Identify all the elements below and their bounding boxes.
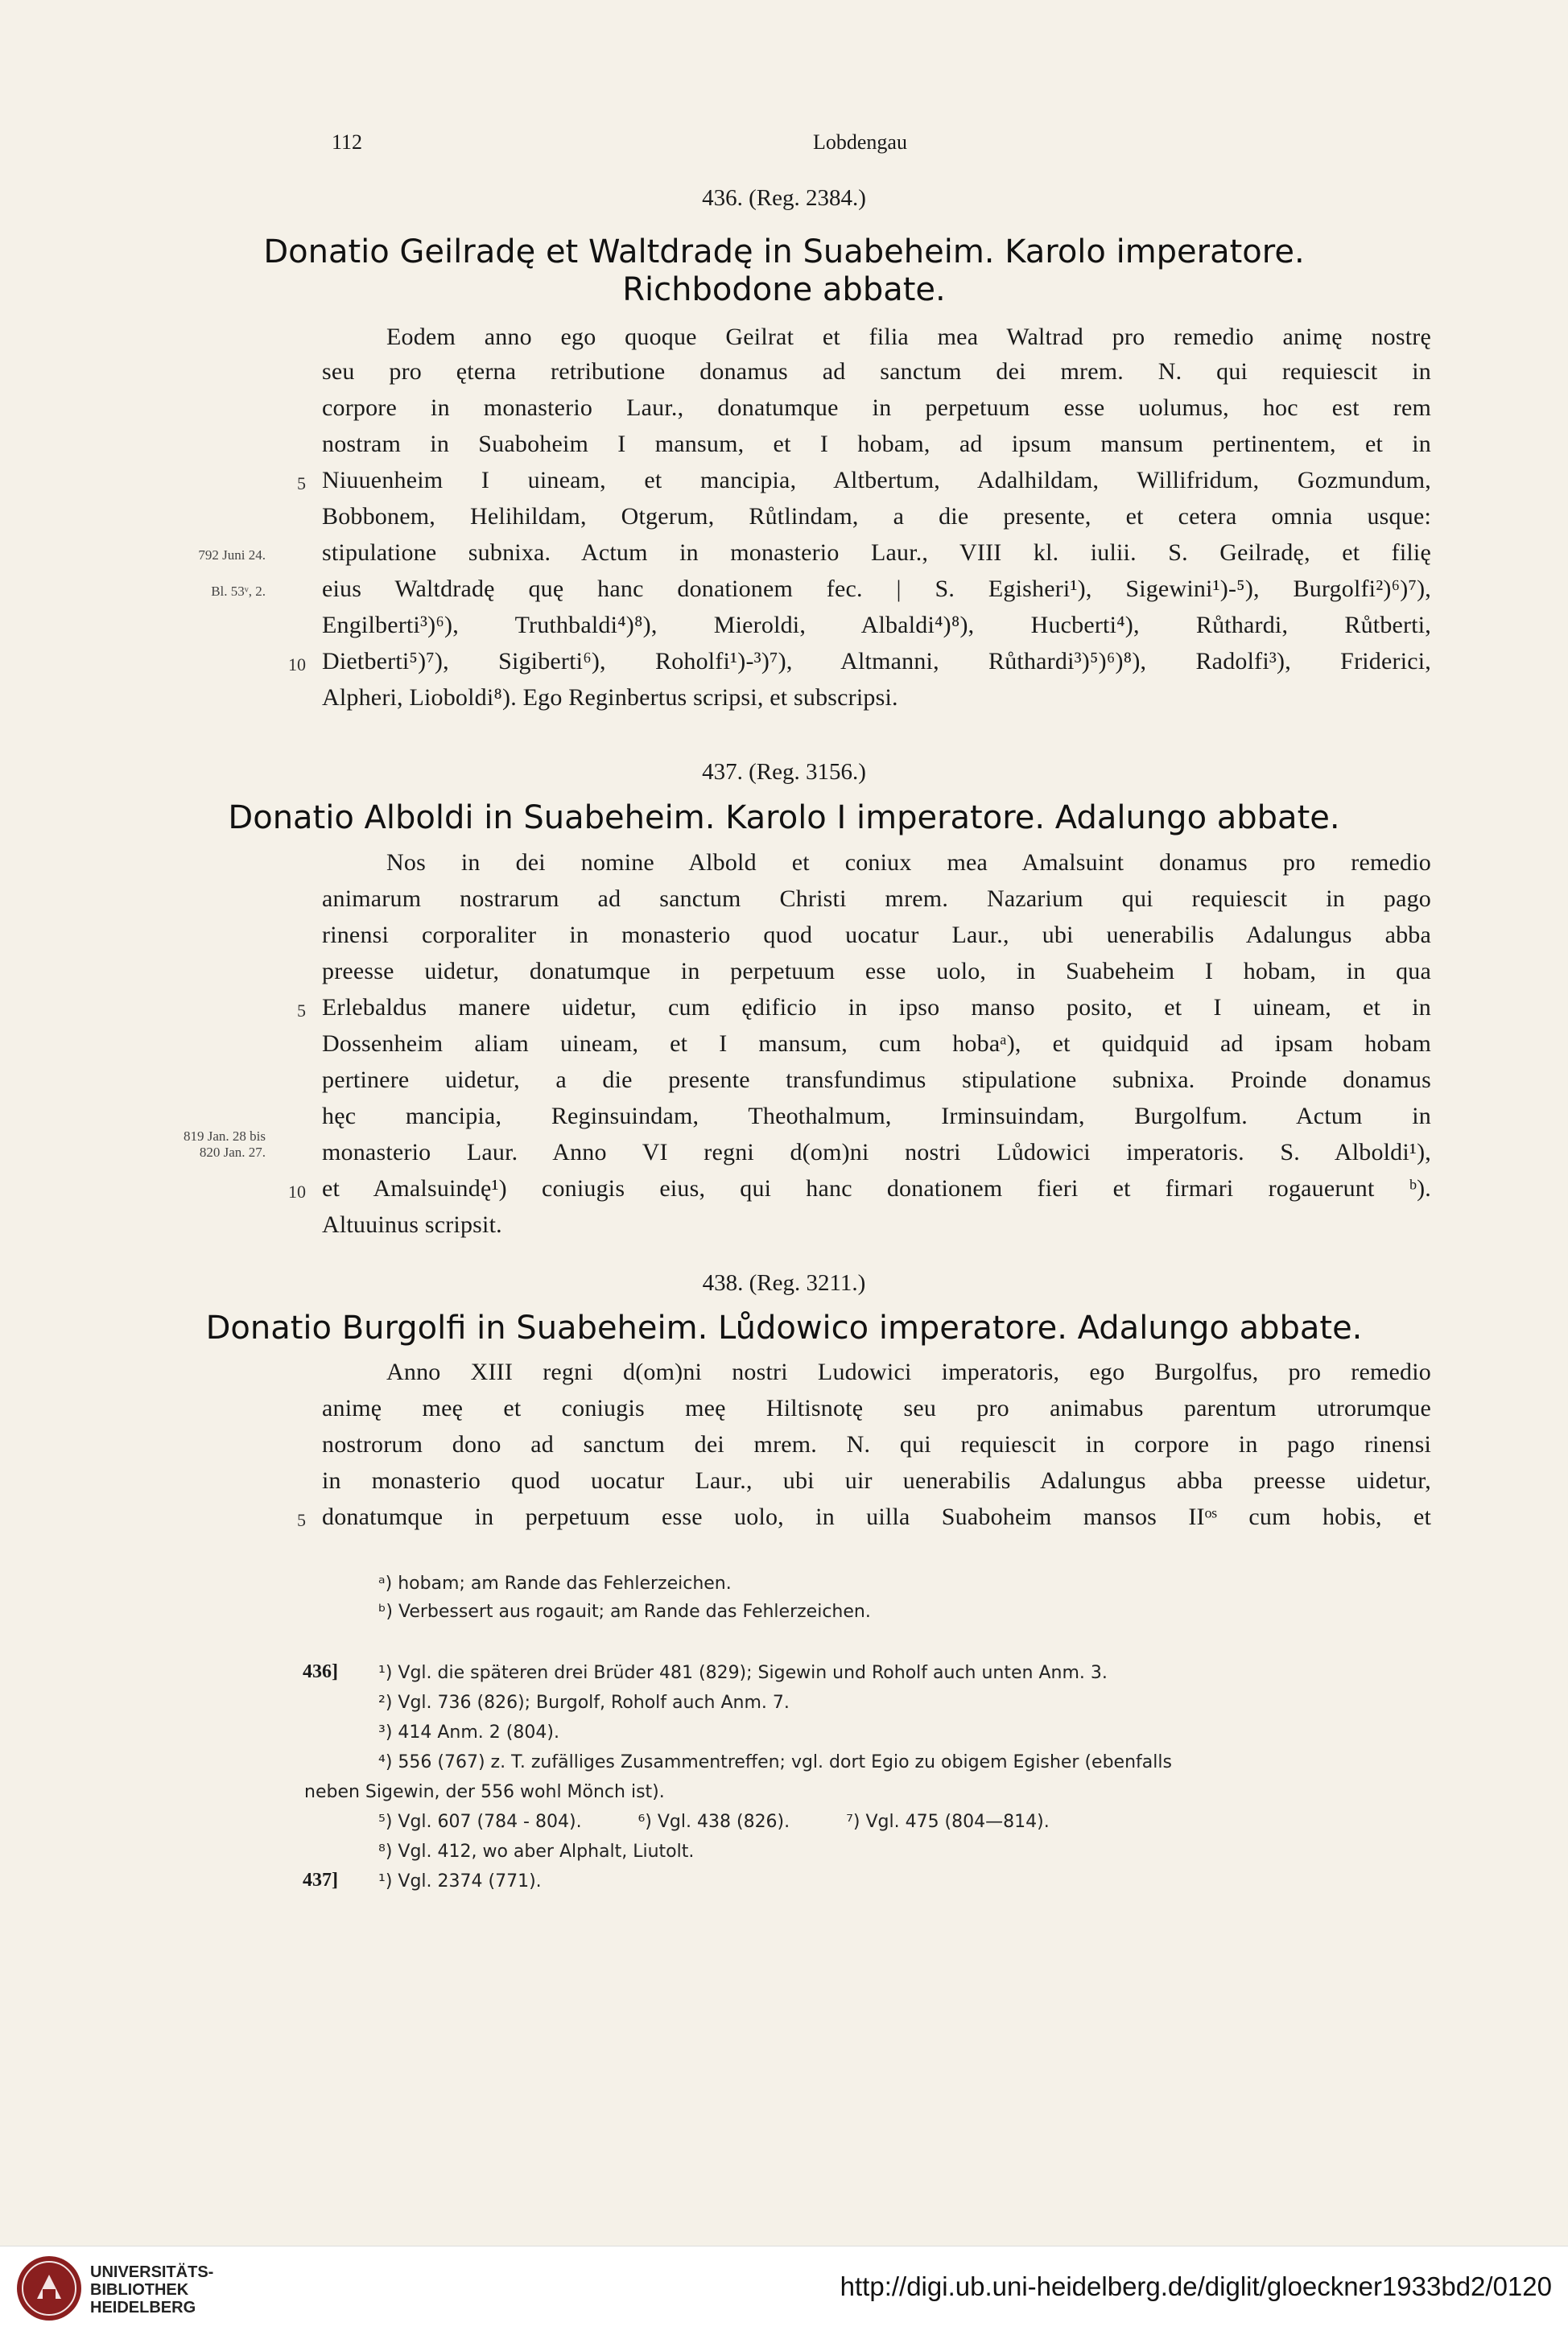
doc-436-line-5: Niuuenheim I uineam, et mancipia, Altbertum, Adalhildam, Willifridum, Gozmundum, [322,467,1431,493]
doc-436-line-1: Eodem anno ego quoque Geilrat et filia mea Waltrad pro remedio animę nostrę [386,324,1431,350]
footnote-label-437: 437] [303,1870,338,1891]
footnote-436-8: ⁸) Vgl. 412, wo aber Alphalt, Liutolt. [378,1842,695,1862]
margin-date: 819 Jan. 28 bis [184,1128,266,1144]
doc-436-line-9: Engilberti³)⁶), Truthbaldi⁴)⁸), Mieroldi, Albaldi⁴)⁸), Hucberti⁴), Růthardi, Růtberti, [322,612,1431,638]
doc-436-line-6: Bobbonem, Helihildam, Otgerum, Růtlindam, a die presente, et cetera omnia usque: [322,503,1431,530]
footnote-436-5-7: ⁵) Vgl. 607 (784 - 804). ⁶) Vgl. 438 (826). ⁷) Vgl. 475 (804—814). [378,1812,1050,1832]
doc-437-line-3: rinensi corporaliter in monasterio quod uocatur Laur., ubi uenerabilis Adalungus abba [322,922,1431,948]
doc-437-line-8: hęc mancipia, Reginsuindam, Theothalmum, Irminsuindam, Burgolfum. Actum in [322,1103,1431,1129]
doc-437-line-1: Nos in dei nomine Albold et coniux mea Amalsuint donamus pro remedio [386,849,1431,876]
doc-436-line-3: corpore in monasterio Laur., donatumque in perpetuum esse uolumus, hoc est rem [322,394,1431,421]
footnote-label-436: 436] [303,1661,338,1682]
doc-436-title-line-2: Richbodone abbate. [622,271,946,308]
margin-date: 820 Jan. 27. [199,1145,266,1160]
footnote-436-1: ¹) Vgl. die späteren drei Brüder 481 (829); Sigewin und Roholf auch unten Anm. 3. [378,1663,1108,1683]
doc-437-line-2: animarum nostrarum ad sanctum Christi mrem. Nazarium qui requiescit in pago [322,885,1431,912]
library-seal-icon [14,2254,84,2323]
line-number: 5 [297,1000,306,1021]
doc-436-line-7: stipulatione subnixa. Actum in monasterio Laur., VIII kl. iulii. S. Geilradę, et filię [322,539,1431,566]
margin-folio: Bl. 53ᵛ, 2. [211,584,266,599]
doc-436-line-8: eius Waltdradę quę hanc donationem fec. | S. Egisheri¹), Sigewini¹)-⁵), Burgolfi²)⁶)⁷), [322,576,1431,602]
doc-436-line-11: Alpheri, Lioboldi⁸). Ego Reginbertus scripsi, et subscripsi. [322,684,898,711]
library-name-line: UNIVERSITÄTS- [90,2263,214,2281]
line-number: 5 [297,473,306,493]
library-name [90,2263,213,2317]
line-number: 10 [288,654,306,675]
footnote-437-1: ¹) Vgl. 2374 (771). [378,1871,542,1892]
doc-437-title: Donatio Alboldi in Suabeheim. Karolo I imperatore. Adalungo abbate. [228,799,1340,836]
doc-438-line-2: animę meę et coniugis meę Hiltisnotę seu pro animabus parentum utrorumque [322,1395,1431,1421]
margin-date: 792 Juni 24. [198,547,266,563]
running-title: Lobdengau [813,130,907,154]
doc-436-title-line-1: Donatio Geilradę et Waltdradę in Suabeheim. Karolo imperatore. [263,233,1305,270]
footnote-436-4: ⁴) 556 (767) z. T. zufälliges Zusammentreffen; vgl. dort Egio zu obigem Egisher (ebenfalls [378,1752,1172,1772]
permalink-url[interactable]: http://digi.ub.uni-heidelberg.de/diglit/gloeckner1933bd2/0120 [840,2271,1552,2301]
library-name-line: HEIDELBERG [90,2299,196,2317]
doc-436-line-4: nostram in Suaboheim I mansum, et I hobam, ad ipsum mansum pertinentem, et in [322,431,1431,457]
doc-438-line-5: donatumque in perpetuum esse uolo, in uilla Suaboheim mansos IIᵒˢ cum hobis, et [322,1504,1431,1530]
doc-437-line-7: pertinere uidetur, a die presente transfundimus stipulatione subnixa. Proinde donamus [322,1066,1431,1093]
line-number: 5 [297,1510,306,1530]
doc-437-line-4: preesse uidetur, donatumque in perpetuum esse uolo, in Suabeheim I hobam, in qua [322,958,1431,984]
doc-437-line-5: Erlebaldus manere uidetur, cum ędificio in ipso manso posito, et I uineam, et in [322,994,1431,1021]
doc-436-reg: 436. (Reg. 2384.) [702,185,866,211]
doc-437-reg: 437. (Reg. 3156.) [702,759,866,785]
doc-436-line-2: seu pro ęterna retributione donamus ad sanctum dei mrem. N. qui requiescit in [322,358,1431,385]
doc-438-line-4: in monasterio quod uocatur Laur., ubi uir uenerabilis Adalungus abba preesse uidetur, [322,1467,1431,1494]
doc-437-line-11: Altuuinus scripsit. [322,1211,502,1238]
library-name-line: BIBLIOTHEK [90,2281,189,2299]
doc-437-line-10: et Amalsuindę¹) coniugis eius, qui hanc donationem fieri et firmari rogauerunt ᵇ). [322,1175,1431,1202]
doc-436-line-10: Dietberti⁵)⁷), Sigiberti⁶), Roholfi¹)-³)⁷), Altmanni, Růthardi³)⁵)⁶)⁸), Radolfi³), Friderici, [322,648,1431,675]
line-number: 10 [288,1182,306,1202]
apparatus-note-b: ᵇ) Verbessert aus rogauit; am Rande das Fehlerzeichen. [378,1602,871,1622]
footnote-436-2: ²) Vgl. 736 (826); Burgolf, Roholf auch Anm. 7. [378,1693,790,1713]
doc-438-title: Donatio Burgolfi in Suabeheim. Lůdowico imperatore. Adalungo abbate. [205,1310,1363,1347]
apparatus-note-a: ᵃ) hobam; am Rande das Fehlerzeichen. [378,1574,732,1594]
footnote-436-3: ³) 414 Anm. 2 (804). [378,1722,559,1743]
doc-438-reg: 438. (Reg. 3211.) [702,1270,866,1296]
footnote-436-4-cont: neben Sigewin, der 556 wohl Mönch ist). [304,1782,665,1802]
page-number: 112 [332,130,363,154]
doc-438-line-3: nostrorum dono ad sanctum dei mrem. N. qui requiescit in corpore in pago rinensi [322,1431,1431,1458]
doc-437-line-6: Dossenheim aliam uineam, et I mansum, cum hobaᵃ), et quidquid ad ipsam hobam [322,1030,1431,1057]
doc-437-line-9: monasterio Laur. Anno VI regni d(om)ni nostri Lůdowici imperatoris. S. Alboldi¹), [322,1139,1431,1166]
doc-438-line-1: Anno XIII regni d(om)ni nostri Ludowici imperatoris, ego Burgolfus, pro remedio [386,1359,1431,1385]
